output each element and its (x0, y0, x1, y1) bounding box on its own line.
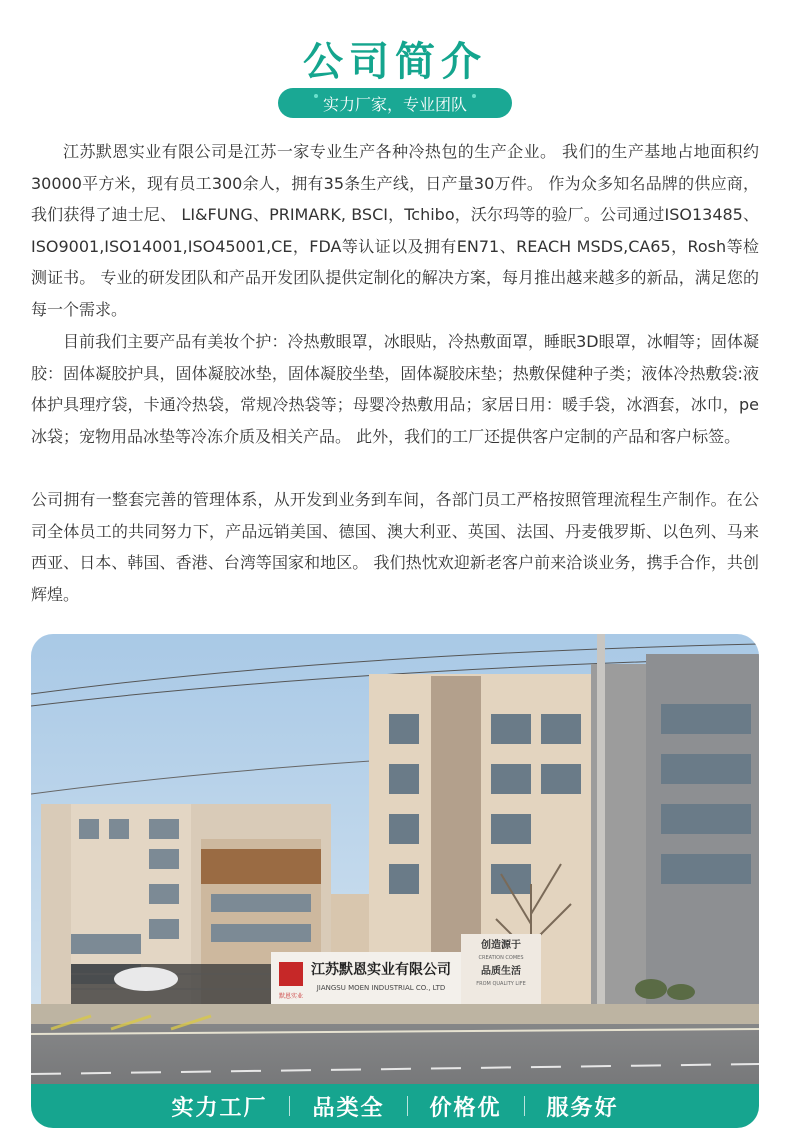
feature-categories: 品类全 (312, 1095, 385, 1121)
sign-company-en: JIANGSU MOEN INDUSTRIAL CO., LTD (316, 984, 446, 992)
intro-paragraph-2-block (31, 326, 759, 452)
intro-paragraph-1-block (31, 136, 759, 326)
sign-company-cn: 江苏默恩实业有限公司 (311, 962, 451, 978)
feature-price: 价格优 (429, 1095, 502, 1121)
intro-paragraph-1: 江苏默恩实业有限公司是江苏一家专业生产各种冷热包的生产企业。 我们的生产基地占地面积约30000平方米，现有员工300余人，拥有35条生产线，日产量30万件。 作为众多知名品牌的供应商，我们获得了迪士尼、 LI&FUNG、PRIMARK, BSCI，Tchibo，沃尔玛等的验厂。公司通过ISO13485、ISO9001,ISO14001,ISO45001,CE，FDA等认证以及拥有EN71、REACH MSDS,CA65，Rosh等检测证书。 专业的研发团队和产品开发团队提供定制化的解决方案，每月推出越来越多的新品，满足您的每一个需求。 (31, 142, 759, 319)
decor-dot (472, 94, 476, 98)
slogan-line-2: CREATION COMES (478, 955, 524, 961)
intro-paragraph-2: 目前我们主要产品有美妆个护：冷热敷眼罩，冰眼贴，冷热敷面罩，睡眠3D眼罩，冰帽等；固体凝胶：固体凝胶护具，固体凝胶冰垫，固体凝胶坐垫，固体凝胶床垫；热敷保健种子类；液体冷热敷袋:液体护具理疗袋，卡通冷热袋，常规冷热袋等；母婴冷热敷用品；家居日用：暖手袋，冰酒套，冰巾，pe冰袋；宠物用品冰垫等冷冻介质及相关产品。 此外，我们的工厂还提供客户定制的产品和客户标签。 (31, 332, 759, 446)
subtitle-badge (278, 88, 512, 118)
factory-photo (31, 634, 759, 1120)
page-title: 公司简介 (303, 39, 487, 85)
slogan-line-4: FROM QUALITY LIFE (476, 981, 526, 987)
subtitle-text: 实力厂家，专业团队 (322, 94, 467, 114)
slogan-line-3: 品质生活 (481, 966, 521, 977)
intro-paragraph-3: 公司拥有一整套完善的管理体系，从开发到业务到车间，各部门员工严格按照管理流程生产制作。在公司全体员工的共同努力下，产品远销美国、德国、澳大利亚、英国、法国、丹麦俄罗斯、以色列、马来西亚、日本、韩国、香港、台湾等国家和地区。 我们热忱欢迎新老客户前来洽谈业务，携手合作，共创辉煌。 (31, 490, 759, 604)
slogan-line-1: 创造源于 (481, 940, 521, 951)
intro-paragraph-3-block (31, 484, 759, 610)
sign-logo-text: 默恩实业 (278, 993, 304, 1000)
feature-service: 服务好 (546, 1095, 619, 1121)
feature-factory: 实力工厂 (171, 1095, 268, 1121)
footer-feature-bar (31, 1084, 759, 1128)
decor-dot (314, 94, 318, 98)
